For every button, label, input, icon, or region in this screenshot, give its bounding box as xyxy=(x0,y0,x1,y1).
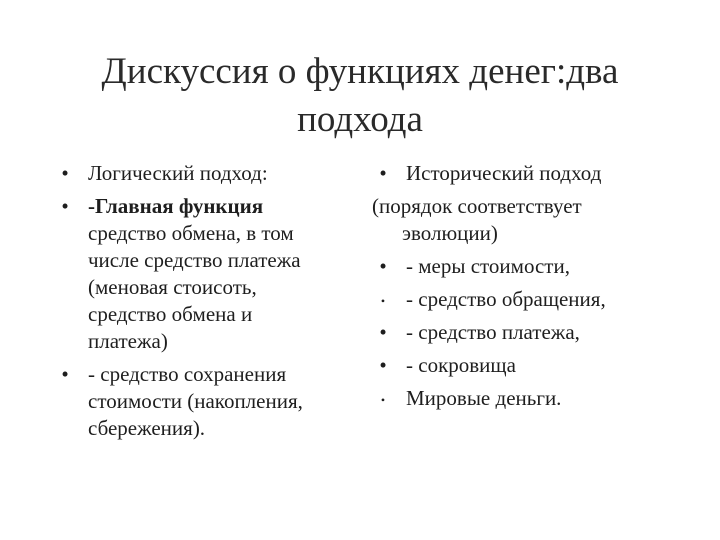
list-item xyxy=(52,193,352,355)
note xyxy=(370,193,670,247)
list-item xyxy=(370,286,670,313)
bullet-icon: • xyxy=(379,161,387,185)
item-text: сбережения). xyxy=(88,416,206,440)
item-text: - средство платежа, xyxy=(406,320,580,344)
item-text: - средство обращения, xyxy=(406,287,606,311)
item-text: средство обмена, в том xyxy=(88,221,294,245)
item-text: стоимости (накопления, xyxy=(88,389,303,413)
list-item xyxy=(370,385,670,412)
bullet-icon: • xyxy=(380,294,386,308)
list-item xyxy=(370,319,670,346)
left-column xyxy=(52,160,352,448)
title-line-1: Дискуссия о функциях денег:два xyxy=(101,51,619,92)
list-item xyxy=(52,160,352,187)
bullet-icon: • xyxy=(61,194,69,218)
item-bold-text: -Главная функция xyxy=(88,194,264,218)
item-text: Исторический подход xyxy=(406,161,602,185)
list-item xyxy=(370,253,670,280)
bullet-icon: • xyxy=(61,362,69,386)
item-text: - меры стоимости, xyxy=(406,254,570,278)
title-line-2: подхода xyxy=(297,99,423,140)
bullet-icon: • xyxy=(61,161,69,185)
item-text: Мировые деньги. xyxy=(406,386,562,410)
item-text: платежа) xyxy=(88,329,168,353)
item-text: (меновая стоисоть, xyxy=(88,275,257,299)
list-item-heading xyxy=(370,160,670,187)
bullet-icon: • xyxy=(379,353,387,377)
bullet-icon: • xyxy=(379,320,387,344)
right-column xyxy=(370,160,670,418)
item-text: - сокровища xyxy=(406,353,516,377)
note-line-2: эволюции) xyxy=(402,221,498,245)
note-line-1: (порядок соответствует xyxy=(372,194,582,218)
item-text: числе средство платежа xyxy=(88,248,301,272)
item-text: средство обмена и xyxy=(88,302,253,326)
list-item xyxy=(52,361,352,442)
bullet-icon: • xyxy=(380,393,386,407)
list-item xyxy=(370,352,670,379)
bullet-icon: • xyxy=(379,254,387,278)
slide-title xyxy=(40,48,680,144)
item-text: Логический подход: xyxy=(88,161,268,185)
item-text: - средство сохранения xyxy=(88,362,287,386)
